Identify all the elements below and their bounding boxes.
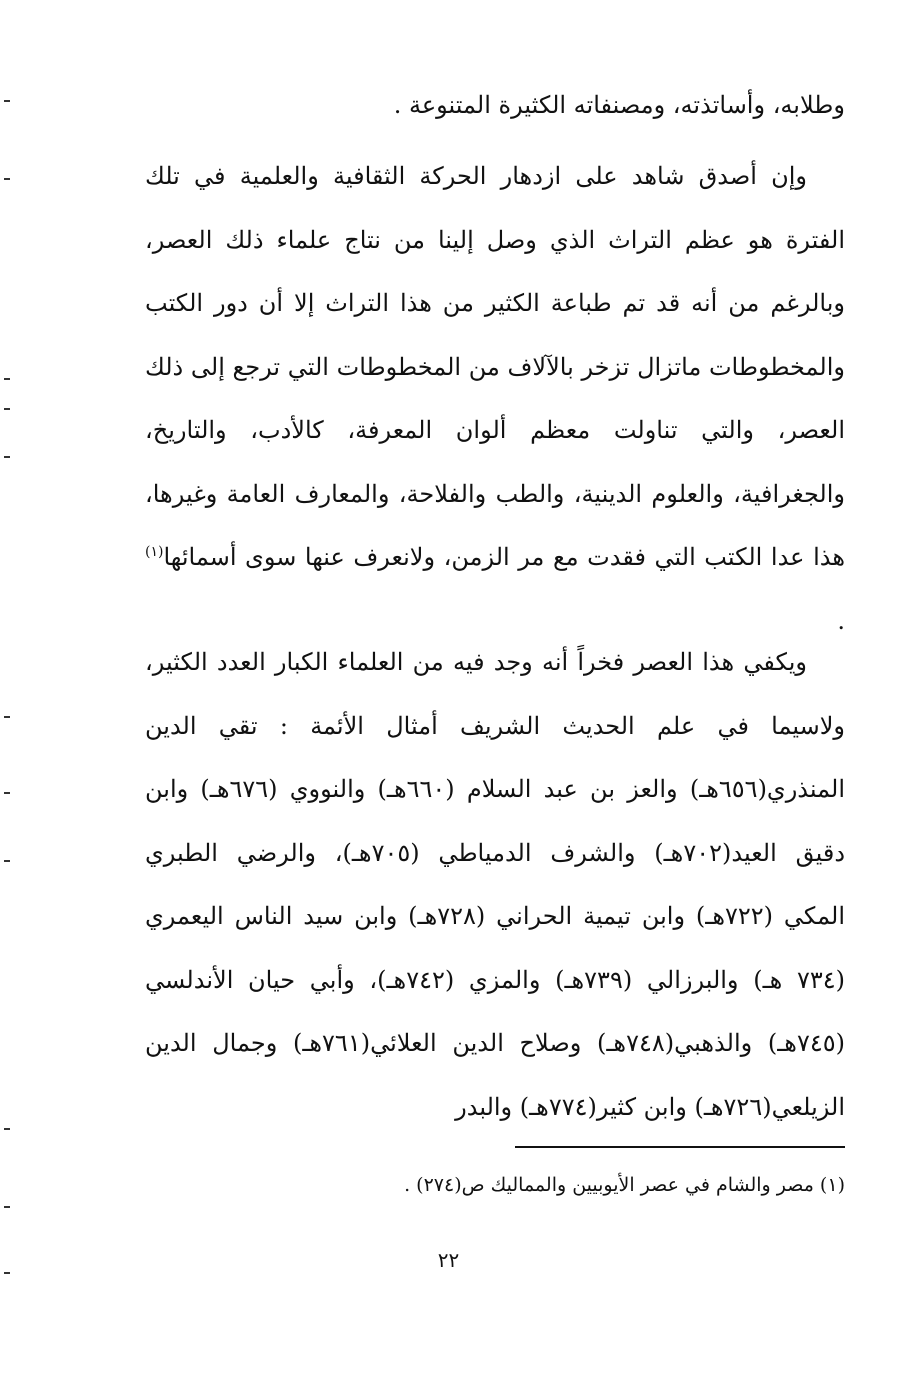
paragraph-heritage-text: وإن أصدق شاهد على ازدهار الحركة الثقافية والعلمية في تلك الفترة هو عظم التراث الذي وصل إلينا من نتاج علماء ذلك العصر، وبالرغم من أنه قد تم طباعة الكثير من هذا التراث إلا أن دور الكتب والمخطوطات ماتزال تزخر بالآلاف من المخطوطات التي ترجع إلى ذلك العصر، والتي تناولت معظم ألوان المعرفة، كالأدب، والتاريخ، والجغرافية، والعلوم الدينية، والطب والفلاحة، والمعارف العامة وغيرها، هذا عدا الكتب التي فقدت مع مر الزمن، ولانعرف عنها سوى أسمائها xyxy=(145,162,845,571)
footnote-separator xyxy=(515,1146,845,1148)
page-number: ٢٢ xyxy=(437,1248,460,1272)
scan-edge-mark xyxy=(4,1206,10,1208)
scan-edge-mark xyxy=(4,1272,10,1274)
scan-edge-mark xyxy=(4,408,10,410)
scan-edge-mark xyxy=(4,378,10,380)
scan-edge-mark xyxy=(4,716,10,718)
scan-edge-mark xyxy=(4,860,10,862)
continuation-line: وطلابه، وأساتذته، ومصنفاته الكثيرة المتنوعة . xyxy=(393,91,845,119)
paragraph-heritage-end: . xyxy=(837,606,845,635)
scan-edge-mark xyxy=(4,792,10,794)
footnote: (١) مصر والشام في عصر الأيوبيين والمماليك ص(٢٧٤) . xyxy=(404,1174,845,1196)
scan-edge-mark xyxy=(4,100,10,102)
scan-edge-mark xyxy=(4,1128,10,1130)
paragraph-heritage xyxy=(145,145,845,653)
paragraph-scholars: ويكفي هذا العصر فخراً أنه وجد فيه من العلماء الكبار العدد الكثير، ولاسيما في علم الحديث الشريف أمثال الأئمة : تقي الدين المنذري(٦٥٦هـ) والعز بن عبد السلام (٦٦٠هـ) والنووي (٦٧٦هـ) وابن دقيق العيد(٧٠٢هـ) والشرف الدمياطي (٧٠٥هـ)، والرضي الطبري المكي (٧٢٢هـ) وابن تيمية الحراني (٧٢٨هـ) وابن سيد الناس اليعمري (٧٣٤ هـ) والبرزالي (٧٣٩هـ) والمزي (٧٤٢هـ)، وأبي حيان الأندلسي (٧٤٥هـ) والذهبي(٧٤٨هـ) وصلاح الدين العلائي(٧٦١هـ) وجمال الدين الزيلعي(٧٢٦هـ) وابن كثير(٧٧٤هـ) والبدر xyxy=(145,648,846,1121)
scan-edge-mark xyxy=(4,456,10,458)
scan-edge-mark xyxy=(4,178,10,180)
footnote-reference: (١) xyxy=(145,544,164,560)
